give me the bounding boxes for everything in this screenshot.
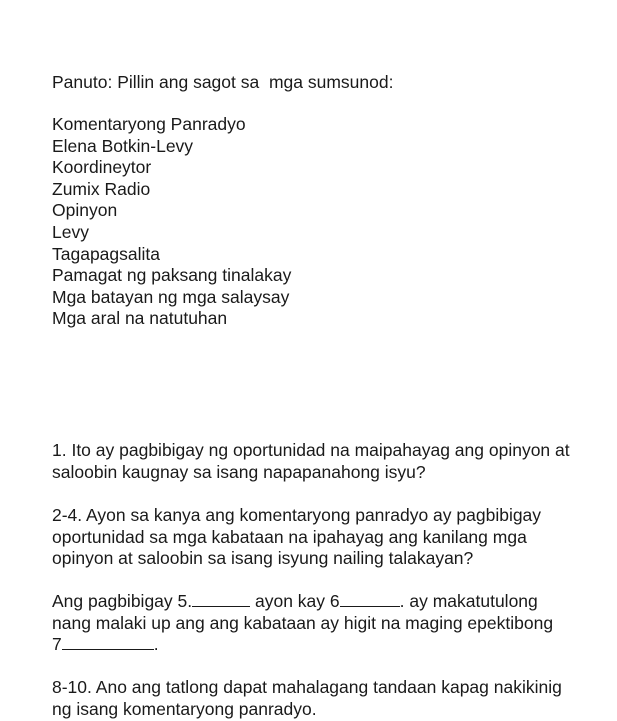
question-2-4 xyxy=(52,505,612,570)
answer-blank-5[interactable] xyxy=(192,591,250,607)
question-2-4-line: opinyon at saloobin sa isang isyung nailing talakayan? xyxy=(52,548,474,568)
question-8-10 xyxy=(52,677,612,720)
question-5-7-text: Ang pagbibigay 5. xyxy=(52,591,193,611)
question-1-line: saloobin kaugnay sa isang napapanahong isyu? xyxy=(52,461,426,482)
question-5-7-line-3 xyxy=(52,634,612,656)
question-5-7-text: 7 xyxy=(52,634,62,654)
question-8-10-line: 8-10. Ano ang tatlong dapat mahalagang tandaan kapag nakikinig xyxy=(52,677,562,697)
answer-blank-7[interactable] xyxy=(62,634,154,650)
choice-item: Tagapagsalita xyxy=(52,243,160,264)
choice-item: Mga batayan ng mga salaysay xyxy=(52,286,290,307)
instruction-text: Panuto: Pillin ang sagot sa mga sumsunod: xyxy=(52,72,394,92)
question-1-line: 1. Ito ay pagbibigay ng oportunidad na maipahayag ang opinyon at xyxy=(52,440,570,460)
answer-choices-list xyxy=(52,114,291,330)
choice-item: Komentaryong Panradyo xyxy=(52,114,246,134)
choice-item: Pamagat ng paksang tinalakay xyxy=(52,265,292,286)
choice-item: Koordineytor xyxy=(52,157,152,178)
question-5-7-text: . xyxy=(153,634,159,654)
question-5-7-text: ayon kay 6 xyxy=(250,591,340,611)
choice-item: Zumix Radio xyxy=(52,178,151,199)
answer-blank-6[interactable] xyxy=(340,591,400,607)
question-8-10-line: ng isang komentaryong panradyo. xyxy=(52,698,317,719)
question-2-4-line: 2-4. Ayon sa kanya ang komentaryong panradyo ay pagbibigay xyxy=(52,505,542,525)
question-2-4-line: oportunidad sa mga kabataan na ipahayag ang kanilang mga xyxy=(52,526,527,547)
question-5-7-line-1 xyxy=(52,591,612,613)
choice-item: Mga aral na natutuhan xyxy=(52,308,228,329)
question-5-7-line-2: nang malaki up ang ang kabataan ay higit na maging epektibong xyxy=(52,612,554,633)
choice-item: Elena Botkin-Levy xyxy=(52,135,194,156)
choice-item: Opinyon xyxy=(52,200,118,221)
question-5-7-text: . ay makatutulong xyxy=(399,591,538,611)
question-5-7-fill-in xyxy=(52,591,612,656)
choice-item: Levy xyxy=(52,221,89,242)
question-1 xyxy=(52,440,612,483)
